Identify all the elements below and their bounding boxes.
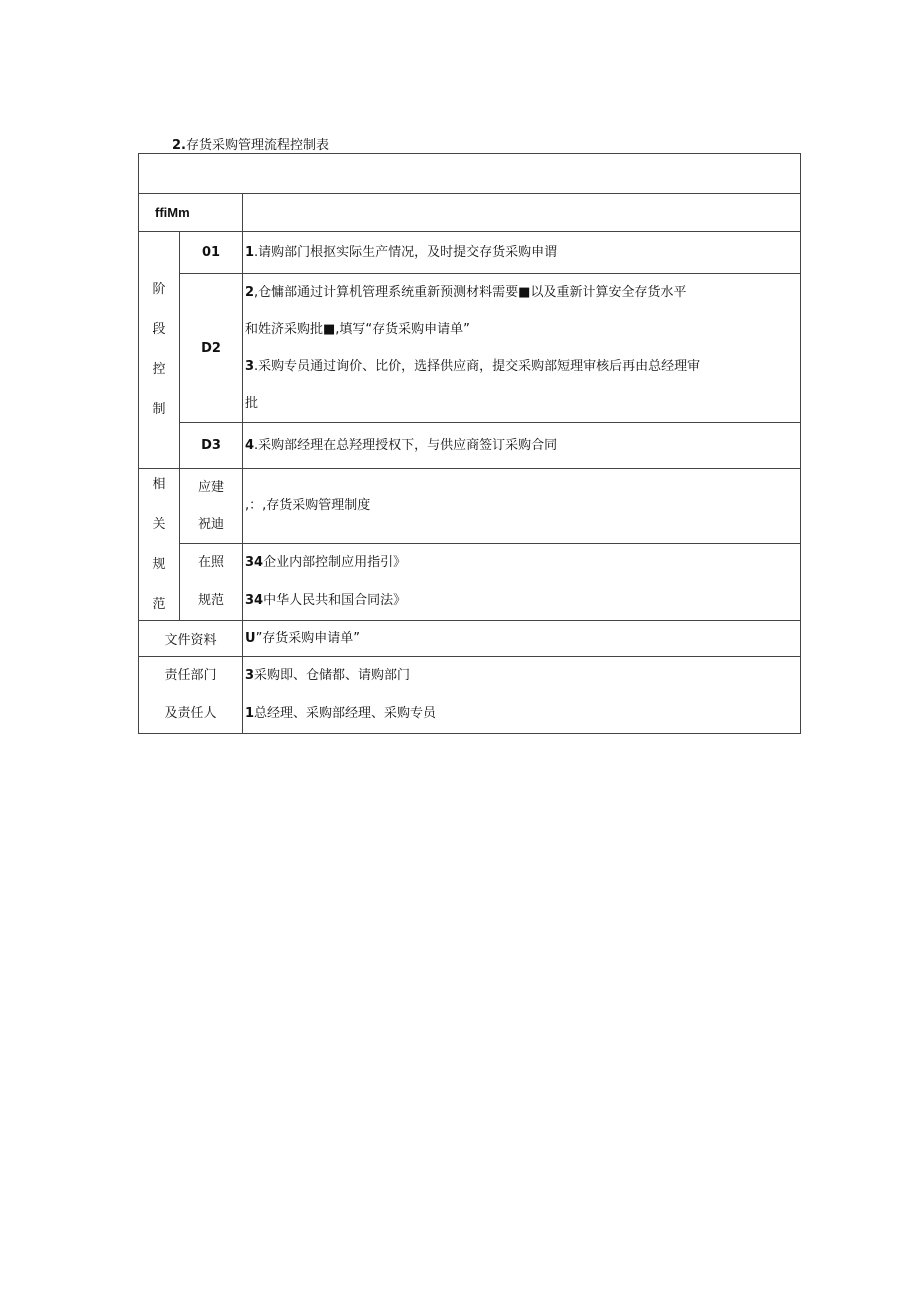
header-cell: ffiMm [139,194,243,232]
process-control-table [138,153,801,734]
responsible-label: 责任部门 及责任人 [139,657,243,734]
related-sub-1: 应建 祝迪 [180,469,243,544]
related-row-2 [139,544,801,621]
table-top-blank-row [139,154,801,194]
related-sub-2: 在照 规范 [180,544,243,621]
stage-id-01: 01 [180,232,243,274]
files-label: 文件资料 [139,621,243,657]
responsible-desc: 3采购即、仓储都、请购部门 1总经理、采购部经理、采购专员 [243,657,801,734]
responsible-row [139,657,801,734]
document-title [172,134,329,153]
related-desc-2: 34企业内部控制应用指引》 34中华人民共和国合同法》 [243,544,801,621]
stage-desc-01: 1.请购部门根抠实际生产情况，及时提交存货采购申谓 [243,232,801,274]
stage-desc-d3: 4.采购部经理在总羟理授权下，与供应商签订采购合同 [243,423,801,469]
files-desc: U”存货采购申请单” [243,621,801,657]
related-row-1 [139,469,801,544]
stage-id-d2: D2 [180,274,243,423]
related-label: 相 关 规 范 [152,476,166,612]
title-number: 2. [172,138,186,153]
related-desc-1: ,：,存货采购管理制度 [243,469,801,544]
files-row [139,621,801,657]
stage-label-cell [139,232,180,469]
stage-row-d3 [139,423,801,469]
stage-row-01 [139,232,801,274]
title-text: 存货采购管理流程控制表 [185,138,329,153]
table-header-row [139,194,801,232]
stage-desc-d2: 2,仓慵部通过计算机管理系统重新预测材料需要■以及重新计算安全存货水平 和姓济采购批■,填写“存货采购申请单” 3.采购专员通过询价、比价，选择供应商，提交采购部短理审核后再由总经理审 批 [243,274,801,423]
stage-id-d3: D3 [180,423,243,469]
related-label-cell [139,469,180,621]
stage-row-d2 [139,274,801,423]
blank-cell [139,154,801,194]
stage-label: 阶 段 控 制 [152,282,166,417]
header-blank-cell [243,194,801,232]
